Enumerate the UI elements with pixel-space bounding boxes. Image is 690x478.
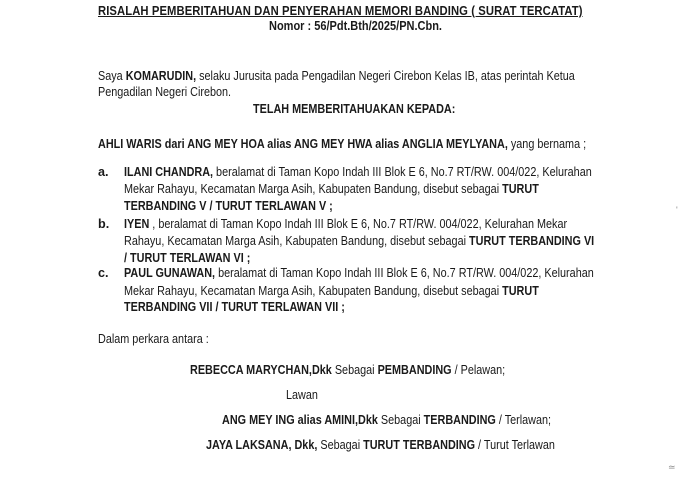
- heirs-bold: AHLI WARIS dari ANG MEY HOA alias ANG MEY HWA alias ANGLIA MEYLYANA,: [98, 137, 508, 151]
- recipient-line-1: [124, 165, 592, 179]
- recipient-role: TERBANDING V / TURUT TERLAWAN V ;: [124, 199, 333, 213]
- recipient-line-2: [124, 182, 539, 196]
- respondent-name: ANG MEY ING alias AMINI,Dkk: [222, 413, 378, 427]
- bailiff-name: KOMARUDIN,: [125, 69, 197, 83]
- recipient-role: / TURUT TERLAWAN VI ;: [124, 251, 251, 265]
- recipient-line-1: [124, 266, 594, 280]
- recipient-role: TERBANDING VII / TURUT TERLAWAN VII ;: [124, 300, 345, 314]
- recipient-description: Mekar Rahayu, Kecamatan Marga Asih, Kabupaten Bandung, disebut sebagai: [124, 284, 503, 298]
- list-marker: a.: [98, 165, 109, 179]
- intro-line-2: Pengadilan Negeri Cirebon.: [98, 85, 232, 99]
- recipient-name: ILANI CHANDRA,: [124, 165, 214, 179]
- notice-heading: [253, 102, 455, 116]
- heirs-rest: yang bernama ;: [507, 137, 587, 151]
- heirs-line: [98, 137, 586, 151]
- recipient-role-start: TURUT: [502, 182, 539, 196]
- document-number: Nomor : 56/Pdt.Bth/2025/PN.Cbn.: [269, 19, 442, 33]
- recipient-line-1: [124, 217, 567, 231]
- respondent-as: Sebagai: [377, 413, 424, 427]
- recipient-address: beralamat di Taman Kopo Indah III Blok E 6, No.7 RT/RW. 004/022, Kelurahan: [215, 266, 594, 280]
- scan-speck: ': [676, 205, 678, 215]
- recipient-line-2: [124, 284, 539, 298]
- appellant-name: REBECCA MARYCHAN,Dkk: [190, 363, 332, 377]
- co-respondent-tail: / Turut Terlawan: [475, 438, 555, 452]
- recipient-role-start: TURUT TERBANDING VI: [469, 234, 595, 248]
- appellant-as: Sebagai: [331, 363, 378, 377]
- respondent-tail: / Terlawan;: [495, 413, 552, 427]
- document-title: RISALAH PEMBERITAHUAN DAN PENYERAHAN MEMORI BANDING ( SURAT TERCATAT): [98, 4, 583, 18]
- party-appellant: [190, 363, 505, 377]
- recipient-line-3: [124, 199, 333, 213]
- list-marker: b.: [98, 217, 110, 231]
- notice-heading-text: TELAH MEMBERITAHUAKAN KEPADA:: [253, 102, 456, 116]
- recipient-line-2: [124, 234, 594, 248]
- party-respondent: [222, 413, 551, 427]
- appellant-role: PEMBANDING: [377, 363, 452, 377]
- scan-mark: ≃: [668, 462, 676, 472]
- respondent-role: TERBANDING: [423, 413, 496, 427]
- recipient-address: , beralamat di Taman Kopo Indah III Blok E 6, No.7 RT/RW. 004/022, Kelurahan Mekar: [149, 217, 568, 231]
- recipient-description: Rahayu, Kecamatan Marga Asih, Kabupaten Bandung, disebut sebagai: [124, 234, 470, 248]
- party-co-respondent: [206, 438, 555, 452]
- intro-line-1: [98, 69, 575, 83]
- recipient-name: IYEN: [124, 217, 150, 231]
- versus-label: Lawan: [286, 388, 318, 402]
- co-respondent-role: TURUT TERBANDING: [363, 438, 476, 452]
- recipient-name: PAUL GUNAWAN,: [124, 266, 216, 280]
- intro-prefix: Saya: [98, 69, 126, 83]
- recipient-line-3: [124, 300, 345, 314]
- co-respondent-as: Sebagai: [317, 438, 364, 452]
- co-respondent-name: JAYA LAKSANA, Dkk,: [206, 438, 318, 452]
- recipient-description: Mekar Rahayu, Kecamatan Marga Asih, Kabupaten Bandung, disebut sebagai: [124, 182, 503, 196]
- list-marker: c.: [98, 266, 109, 280]
- recipient-line-3: [124, 251, 250, 265]
- recipient-role-start: TURUT: [502, 284, 539, 298]
- case-intro: Dalam perkara antara :: [98, 332, 209, 346]
- appellant-tail: / Pelawan;: [451, 363, 506, 377]
- intro-suffix: selaku Jurusita pada Pengadilan Negeri Cirebon Kelas IB, atas perintah Ketua: [196, 69, 575, 83]
- recipient-address: beralamat di Taman Kopo Indah III Blok E 6, No.7 RT/RW. 004/022, Kelurahan: [213, 165, 592, 179]
